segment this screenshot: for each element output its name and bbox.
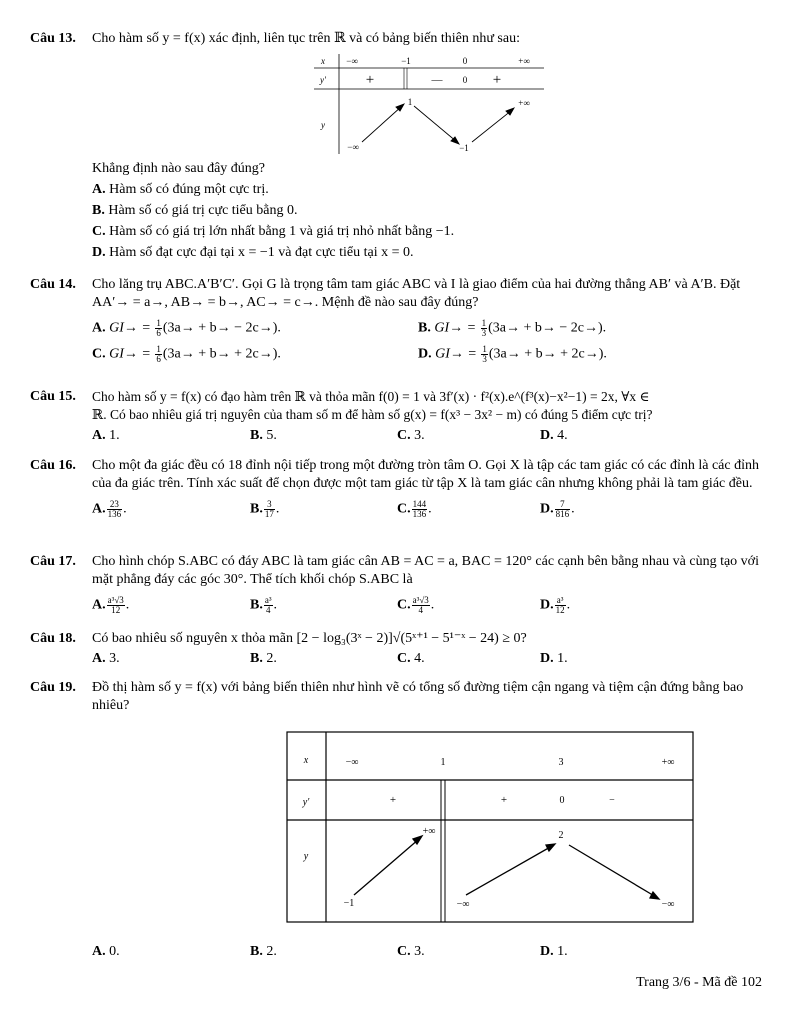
question-16: [30, 457, 770, 526]
question-text: Cho một đa giác đều có 18 đỉnh nội tiếp trong một đường tròn tâm O. Gọi X là tập các tam giác có các đỉnh là các đỉnh của đa giác trên. Tính xác suất để chọn được một tam giác từ tập X là tam giác cân nhưng không phải là tam giác đều.: [92, 458, 759, 492]
y-value: 2: [558, 830, 564, 841]
y-value: −∞: [347, 142, 359, 152]
option-b[interactable]: B. $\frac{\text{a³}}{4}$ .: [250, 594, 278, 615]
question-number: Câu 19.: [30, 680, 76, 695]
option-c[interactable]: C. 3.: [397, 427, 425, 443]
question-number: Câu 15.: [30, 389, 76, 404]
y-label: y: [321, 120, 325, 130]
arrow-up: [472, 110, 512, 142]
arrow-up: [362, 106, 402, 142]
option-c[interactable]: C. 4.: [397, 651, 425, 667]
option-b[interactable]: B. 5.: [250, 427, 277, 443]
option-d[interactable]: D. 4.: [540, 427, 568, 443]
question-13-answers: [30, 160, 770, 265]
question-text: Có bao nhiêu số nguyên x thỏa mãn [2 − log₃(3ˣ − 2)]√(5ˣ⁺¹ − 5¹⁻ˣ − 24) ≥ 0?: [92, 631, 527, 646]
option-a[interactable]: A. $\frac{\text{a³√3}}{12}$ .: [92, 594, 130, 615]
option-d[interactable]: D. $\frac{7}{816}$ .: [540, 498, 575, 519]
x-value: −∞: [346, 56, 358, 66]
option-a[interactable]: A. $\frac{23}{136}$ .: [92, 498, 127, 519]
option-b[interactable]: B. 2.: [250, 651, 277, 667]
option-c[interactable]: C. $\frac{144}{136}$ .: [397, 498, 432, 519]
sign-plus: +: [492, 72, 502, 88]
option-b[interactable]: B. $\frac{3}{17}$ .: [250, 498, 280, 519]
sign-plus: +: [365, 72, 375, 88]
x-value: −1: [401, 56, 411, 66]
y-value: −∞: [456, 899, 470, 910]
option-d[interactable]: D. 1.: [540, 944, 568, 959]
question-number: Câu 13.: [30, 31, 76, 46]
arrow-up: [466, 846, 552, 895]
question-text: Cho hàm số y = f(x) xác định, liên tục trên ℝ và có bảng biến thiên như sau:: [92, 31, 520, 46]
yp-label: y': [320, 75, 326, 85]
y-value: +∞: [518, 98, 530, 108]
yp-label: y': [302, 797, 310, 808]
arrow-down: [569, 845, 656, 897]
y-value: −1: [459, 143, 469, 153]
question-14: [30, 276, 770, 371]
x-value: 1: [440, 757, 446, 768]
x-value: 3: [558, 757, 564, 768]
arrow-up: [354, 839, 419, 895]
question-number: Câu 18.: [30, 631, 76, 646]
y-value: 1: [407, 97, 413, 107]
y-value: +∞: [422, 826, 436, 837]
question-text: Cho hình chóp S.ABC có đáy ABC là tam giác cân AB = AC = a, BAC = 120° các cạnh bên bằng nhau và cùng tạo với mặt phẳng đáy các góc 30°. Thể tích khối chóp S.ABC là: [92, 554, 759, 588]
option-a[interactable]: A. 3.: [92, 651, 120, 667]
sign-zero: 0: [559, 795, 565, 806]
x-value: −∞: [345, 757, 359, 768]
sign-plus: +: [500, 794, 508, 806]
option-c[interactable]: C. $\frac{\text{a³√3}}{4}$ .: [397, 594, 435, 615]
option-d[interactable]: D. $\frac{\text{a³}}{12}$ .: [540, 594, 571, 615]
option-d[interactable]: D. Hàm số đạt cực đại tại x = −1 và đạt cực tiểu tại x = 0.: [92, 245, 414, 261]
y-value: −∞: [661, 899, 675, 910]
option-b[interactable]: B. Hàm số có giá trị cực tiểu bằng 0.: [92, 203, 298, 219]
option-c[interactable]: C. GI→ = $\frac{1}{6}$ (3a→ + b→ + 2c→).: [92, 343, 281, 364]
variation-table-19: [286, 731, 694, 923]
question-number: Câu 16.: [30, 458, 76, 473]
arrow-down: [414, 106, 457, 142]
question-text: Đồ thị hàm số y = f(x) với bảng biến thiên như hình vẽ có tổng số đường tiệm cận ngang và tiệm cận đứng bằng bao nhiêu?: [92, 680, 744, 714]
x-value: +∞: [661, 757, 675, 768]
question-13: [30, 30, 770, 48]
option-c[interactable]: C. 3.: [397, 944, 425, 959]
y-label: y: [303, 851, 309, 862]
page-footer: Trang 3/6 - Mã đề 102: [636, 975, 762, 990]
question-number: Câu 17.: [30, 554, 76, 569]
option-a[interactable]: A. 0.: [92, 944, 120, 959]
question-text-line1: Cho hàm số y = f(x) có đạo hàm trên ℝ và thỏa mãn f(0) = 1 và 3f′(x) · f²(x).e^(f³(x)−x²−1) = 2x, ∀x ∈: [92, 389, 650, 404]
x-label: x: [303, 755, 309, 766]
question-19: [30, 679, 770, 716]
question-17: [30, 553, 770, 622]
option-a[interactable]: A. Hàm số có đúng một cực trị.: [92, 182, 269, 198]
sign-plus: +: [389, 794, 397, 806]
option-b[interactable]: B. GI→ = $\frac{1}{3}$ (3a→ + b→ − 2c→).: [418, 317, 607, 338]
question-text-line2: ℝ. Có bao nhiêu giá trị nguyên của tham số m để hàm số g(x) = f(x³ − 3x² − m) có đúng 5 điểm cực trị?: [92, 406, 653, 422]
option-a[interactable]: A. 1.: [92, 427, 120, 443]
sign-minus: —: [431, 74, 443, 86]
question-18: [30, 630, 770, 672]
question-prompt: Khẳng định nào sau đây đúng?: [92, 161, 266, 176]
x-label: x: [321, 56, 325, 66]
option-c[interactable]: C. Hàm số có giá trị lớn nhất bằng 1 và giá trị nhỏ nhất bằng −1.: [92, 224, 455, 240]
option-d[interactable]: D. 1.: [540, 651, 568, 667]
option-a[interactable]: A. GI→ = $\frac{1}{6}$ (3a→ + b→ − 2c→).: [92, 317, 281, 338]
x-value: 0: [462, 56, 468, 66]
option-b[interactable]: B. 2.: [250, 944, 277, 959]
question-text: Cho lăng trụ ABC.A′B′C′. Gọi G là trọng tâm tam giác ABC và I là giao điểm của hai đường thẳng AB′ và A′B. Đặt AA′→ = a→, AB→ = b→, AC→ = c→. Mệnh đề nào sau đây đúng?: [92, 277, 741, 311]
question-number: Câu 14.: [30, 277, 76, 292]
option-d[interactable]: D. GI→ = $\frac{1}{3}$ (3a→ + b→ + 2c→).: [418, 343, 607, 364]
variation-table-13: [312, 54, 546, 156]
question-15: [30, 388, 770, 449]
y-value: −1: [343, 898, 355, 909]
sign-minus: −: [609, 795, 615, 806]
sign-zero: 0: [462, 75, 468, 85]
question-19-answers: [30, 943, 770, 965]
x-value: +∞: [518, 56, 530, 66]
